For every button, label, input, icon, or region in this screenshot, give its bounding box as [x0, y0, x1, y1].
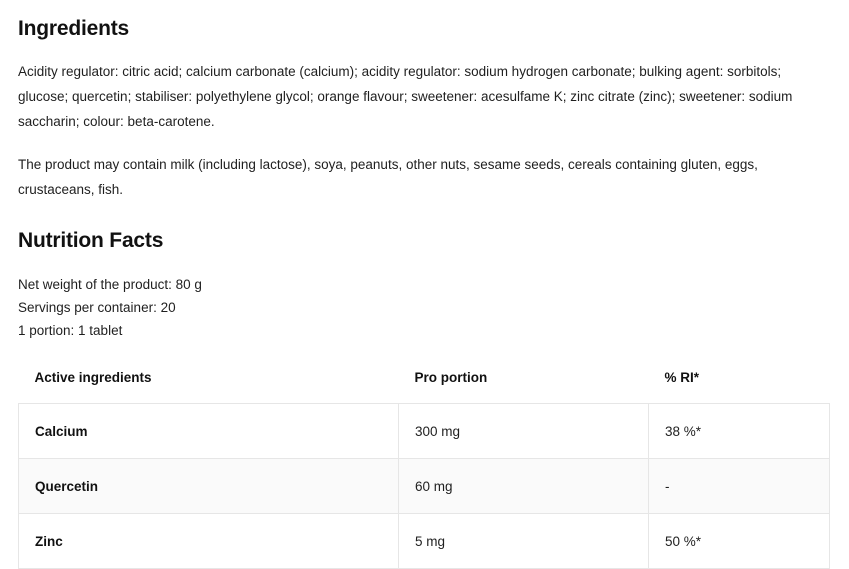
portion-size-line: 1 portion: 1 tablet — [18, 323, 123, 339]
column-header-ri-percent: % RI* — [664, 370, 700, 386]
table-header-row — [19, 362, 830, 404]
servings-per-container-line: Servings per container: 20 — [18, 300, 176, 316]
nutrition-facts-heading: Nutrition Facts — [18, 229, 164, 253]
ingredient-ri: 38 %* — [649, 404, 830, 459]
table-row — [19, 459, 830, 514]
nutrition-table-body — [19, 404, 830, 569]
ingredients-list-text: Acidity regulator: citric acid; calcium carbonate (calcium); acidity regulator: sodium hydrogen carbonate; bulking agent: sorbitols; glucose; quercetin; stabiliser: polyethylene glycol; orange flavour; sweetener: acesulfame K; zinc citrate (zinc); sweetener: sodium saccharin; colour: beta-carotene. — [18, 64, 793, 130]
ingredients-heading: Ingredients — [18, 17, 129, 40]
allergen-warning-text: The product may contain milk (including lactose), soya, peanuts, other nuts, sesame seeds, cereals containing gluten, eggs, crustaceans, fish. — [18, 157, 758, 198]
net-weight-line: Net weight of the product: 80 g — [18, 277, 202, 293]
serving-info-block — [18, 273, 831, 342]
ingredient-amount: 5 mg — [399, 514, 649, 569]
ingredient-amount: 60 mg — [399, 459, 649, 514]
ingredient-name: Zinc — [19, 514, 399, 569]
ingredient-name: Calcium — [19, 404, 399, 459]
nutrition-table — [18, 362, 830, 569]
ingredient-name: Quercetin — [19, 459, 399, 514]
ingredient-ri: - — [649, 459, 830, 514]
column-header-active-ingredients: Active ingredients — [34, 370, 152, 386]
table-row — [19, 404, 830, 459]
nutrition-table-head — [19, 362, 830, 404]
table-row — [19, 514, 830, 569]
ingredient-ri: 50 %* — [649, 514, 830, 569]
column-header-pro-portion: Pro portion — [414, 370, 488, 386]
ingredient-amount: 300 mg — [399, 404, 649, 459]
